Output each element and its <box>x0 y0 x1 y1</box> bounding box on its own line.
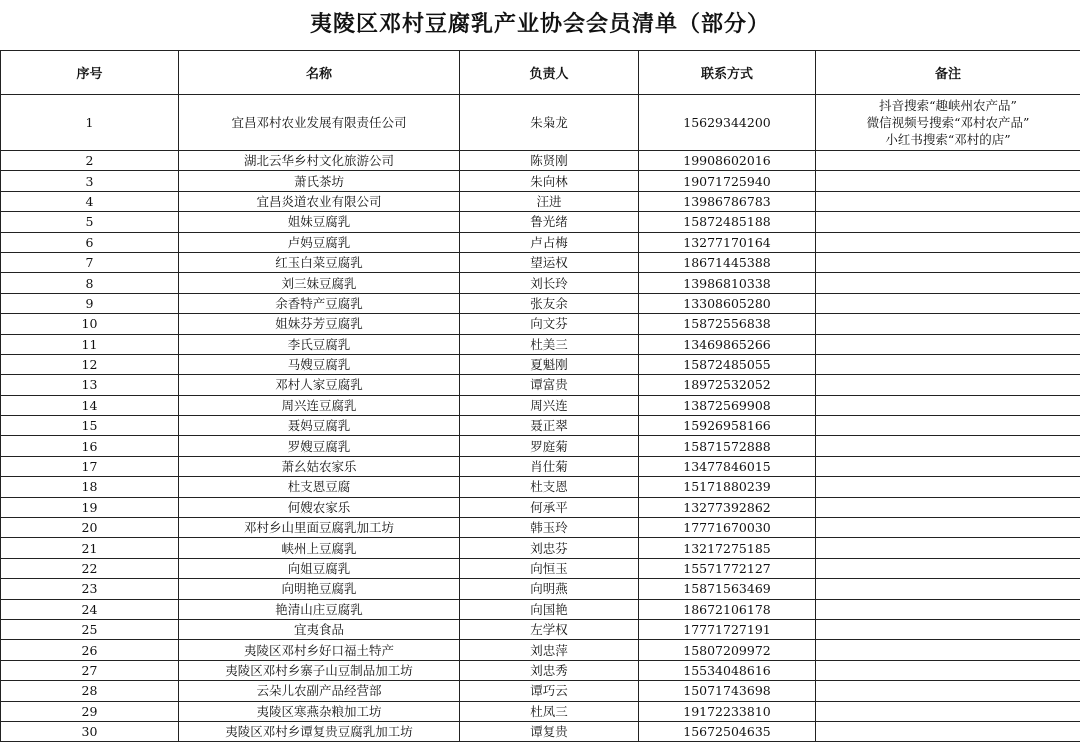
cell-phone: 15534048616 <box>639 660 816 680</box>
table-row <box>1 395 1080 415</box>
cell-phone: 15807209972 <box>639 640 816 660</box>
cell-person: 望运权 <box>460 252 639 272</box>
cell-name: 邓村乡山里面豆腐乳加工坊 <box>179 518 460 538</box>
cell-no: 23 <box>1 579 179 599</box>
cell-name: 杜支恩豆腐 <box>179 477 460 497</box>
cell-note <box>816 477 1080 497</box>
cell-name: 向姐豆腐乳 <box>179 558 460 578</box>
table-row <box>1 354 1080 374</box>
table-row <box>1 416 1080 436</box>
cell-note <box>816 681 1080 701</box>
cell-note <box>816 701 1080 721</box>
cell-no: 3 <box>1 171 179 191</box>
cell-note <box>816 538 1080 558</box>
table-body <box>1 95 1080 742</box>
cell-no: 17 <box>1 456 179 476</box>
note-line: 小红书搜索“邓村的店” <box>816 131 1080 148</box>
header-no: 序号 <box>1 51 179 95</box>
cell-phone: 19908602016 <box>639 151 816 171</box>
cell-no: 30 <box>1 721 179 741</box>
cell-name: 夷陵区邓村乡好口福土特产 <box>179 640 460 660</box>
header-note: 备注 <box>816 51 1080 95</box>
cell-name: 夷陵区寒燕杂粮加工坊 <box>179 701 460 721</box>
cell-phone: 17771727191 <box>639 619 816 639</box>
page-title: 夷陵区邓村豆腐乳产业协会会员清单（部分） <box>0 0 1080 50</box>
cell-no: 22 <box>1 558 179 578</box>
cell-no: 26 <box>1 640 179 660</box>
cell-no: 2 <box>1 151 179 171</box>
cell-phone: 15926958166 <box>639 416 816 436</box>
table-row <box>1 721 1080 741</box>
cell-name: 夷陵区邓村乡寨子山豆制品加工坊 <box>179 660 460 680</box>
table-row <box>1 232 1080 252</box>
cell-phone: 15872485055 <box>639 354 816 374</box>
cell-person: 卢占梅 <box>460 232 639 252</box>
header-person: 负责人 <box>460 51 639 95</box>
cell-phone: 15871563469 <box>639 579 816 599</box>
cell-name: 萧幺姑农家乐 <box>179 456 460 476</box>
cell-name: 罗嫂豆腐乳 <box>179 436 460 456</box>
cell-person: 刘忠芬 <box>460 538 639 558</box>
table-row <box>1 579 1080 599</box>
cell-note <box>816 252 1080 272</box>
cell-note <box>816 436 1080 456</box>
table-row <box>1 599 1080 619</box>
cell-name: 姐妹豆腐乳 <box>179 212 460 232</box>
cell-phone: 15872556838 <box>639 314 816 334</box>
cell-no: 8 <box>1 273 179 293</box>
table-row <box>1 456 1080 476</box>
cell-note <box>816 558 1080 578</box>
cell-no: 14 <box>1 395 179 415</box>
cell-name: 刘三妹豆腐乳 <box>179 273 460 293</box>
header-name: 名称 <box>179 51 460 95</box>
cell-note <box>816 334 1080 354</box>
cell-no: 9 <box>1 293 179 313</box>
cell-phone: 19071725940 <box>639 171 816 191</box>
cell-phone: 15629344200 <box>639 95 816 151</box>
table-row <box>1 252 1080 272</box>
table-row <box>1 477 1080 497</box>
cell-phone: 15171880239 <box>639 477 816 497</box>
cell-phone: 13277392862 <box>639 497 816 517</box>
cell-no: 19 <box>1 497 179 517</box>
cell-phone: 13277170164 <box>639 232 816 252</box>
cell-no: 1 <box>1 95 179 151</box>
cell-person: 肖仕菊 <box>460 456 639 476</box>
cell-person: 杜美三 <box>460 334 639 354</box>
cell-phone: 13469865266 <box>639 334 816 354</box>
cell-no: 13 <box>1 375 179 395</box>
cell-note <box>816 171 1080 191</box>
table-row <box>1 436 1080 456</box>
cell-person: 周兴连 <box>460 395 639 415</box>
cell-person: 夏魁刚 <box>460 354 639 374</box>
cell-note <box>816 660 1080 680</box>
cell-no: 7 <box>1 252 179 272</box>
table-row <box>1 212 1080 232</box>
cell-no: 4 <box>1 191 179 211</box>
cell-name: 卢妈豆腐乳 <box>179 232 460 252</box>
cell-no: 5 <box>1 212 179 232</box>
cell-note <box>816 191 1080 211</box>
cell-note <box>816 395 1080 415</box>
cell-name: 峡州上豆腐乳 <box>179 538 460 558</box>
cell-phone: 15871572888 <box>639 436 816 456</box>
cell-person: 谭复贵 <box>460 721 639 741</box>
table-header-row <box>1 51 1080 95</box>
cell-phone: 18972532052 <box>639 375 816 395</box>
cell-name: 宜昌炎道农业有限公司 <box>179 191 460 211</box>
cell-phone: 18672106178 <box>639 599 816 619</box>
table-row <box>1 497 1080 517</box>
cell-person: 刘忠萍 <box>460 640 639 660</box>
table-row <box>1 171 1080 191</box>
table-row <box>1 191 1080 211</box>
member-table <box>0 50 1080 742</box>
cell-no: 15 <box>1 416 179 436</box>
table-row <box>1 293 1080 313</box>
cell-person: 向恒玉 <box>460 558 639 578</box>
cell-name: 何嫂农家乐 <box>179 497 460 517</box>
cell-name: 红玉白菜豆腐乳 <box>179 252 460 272</box>
cell-person: 谭富贵 <box>460 375 639 395</box>
cell-note <box>816 599 1080 619</box>
cell-no: 27 <box>1 660 179 680</box>
table-row <box>1 334 1080 354</box>
cell-person: 向文芬 <box>460 314 639 334</box>
cell-note <box>816 416 1080 436</box>
table-row <box>1 375 1080 395</box>
table-row <box>1 151 1080 171</box>
cell-no: 28 <box>1 681 179 701</box>
table-row <box>1 95 1080 151</box>
cell-name: 萧氏茶坊 <box>179 171 460 191</box>
cell-note <box>816 95 1080 151</box>
cell-person: 汪进 <box>460 191 639 211</box>
cell-person: 刘忠秀 <box>460 660 639 680</box>
cell-name: 夷陵区邓村乡谭复贵豆腐乳加工坊 <box>179 721 460 741</box>
table-row <box>1 619 1080 639</box>
cell-no: 25 <box>1 619 179 639</box>
cell-person: 朱枭龙 <box>460 95 639 151</box>
cell-person: 左学权 <box>460 619 639 639</box>
cell-name: 周兴连豆腐乳 <box>179 395 460 415</box>
cell-person: 杜支恩 <box>460 477 639 497</box>
table-row <box>1 660 1080 680</box>
header-phone: 联系方式 <box>639 51 816 95</box>
cell-phone: 13986810338 <box>639 273 816 293</box>
cell-phone: 18671445388 <box>639 252 816 272</box>
cell-person: 朱向林 <box>460 171 639 191</box>
cell-person: 聂正翠 <box>460 416 639 436</box>
cell-name: 宜夷食品 <box>179 619 460 639</box>
cell-name: 艳清山庄豆腐乳 <box>179 599 460 619</box>
cell-note <box>816 619 1080 639</box>
cell-phone: 13217275185 <box>639 538 816 558</box>
cell-name: 聂妈豆腐乳 <box>179 416 460 436</box>
cell-note <box>816 293 1080 313</box>
cell-no: 10 <box>1 314 179 334</box>
cell-person: 韩玉玲 <box>460 518 639 538</box>
cell-name: 李氏豆腐乳 <box>179 334 460 354</box>
cell-note <box>816 456 1080 476</box>
cell-phone: 15672504635 <box>639 721 816 741</box>
cell-person: 杜凤三 <box>460 701 639 721</box>
cell-name: 余香特产豆腐乳 <box>179 293 460 313</box>
cell-phone: 13477846015 <box>639 456 816 476</box>
table-row <box>1 681 1080 701</box>
cell-person: 罗庭菊 <box>460 436 639 456</box>
cell-person: 向明燕 <box>460 579 639 599</box>
table-row <box>1 314 1080 334</box>
table-row <box>1 640 1080 660</box>
cell-person: 何承平 <box>460 497 639 517</box>
cell-note <box>816 640 1080 660</box>
cell-phone: 19172233810 <box>639 701 816 721</box>
cell-phone: 15872485188 <box>639 212 816 232</box>
cell-note <box>816 375 1080 395</box>
cell-name: 马嫂豆腐乳 <box>179 354 460 374</box>
cell-phone: 13986786783 <box>639 191 816 211</box>
cell-no: 20 <box>1 518 179 538</box>
cell-note <box>816 232 1080 252</box>
cell-person: 谭巧云 <box>460 681 639 701</box>
cell-phone: 15071743698 <box>639 681 816 701</box>
cell-note <box>816 273 1080 293</box>
table-row <box>1 701 1080 721</box>
cell-person: 张友余 <box>460 293 639 313</box>
cell-note <box>816 354 1080 374</box>
cell-phone: 15571772127 <box>639 558 816 578</box>
cell-note <box>816 314 1080 334</box>
cell-name: 向明艳豆腐乳 <box>179 579 460 599</box>
cell-no: 16 <box>1 436 179 456</box>
cell-note <box>816 518 1080 538</box>
cell-no: 18 <box>1 477 179 497</box>
note-line: 抖音搜索“趣峡州农产品” <box>816 97 1080 114</box>
table-row <box>1 558 1080 578</box>
cell-person: 向国艳 <box>460 599 639 619</box>
cell-phone: 13308605280 <box>639 293 816 313</box>
cell-name: 湖北云华乡村文化旅游公司 <box>179 151 460 171</box>
table-row <box>1 273 1080 293</box>
cell-no: 24 <box>1 599 179 619</box>
cell-no: 11 <box>1 334 179 354</box>
cell-note <box>816 497 1080 517</box>
cell-name: 邓村人家豆腐乳 <box>179 375 460 395</box>
cell-name: 姐妹芬芳豆腐乳 <box>179 314 460 334</box>
cell-person: 刘长玲 <box>460 273 639 293</box>
cell-note <box>816 212 1080 232</box>
cell-person: 陈贤刚 <box>460 151 639 171</box>
cell-no: 21 <box>1 538 179 558</box>
cell-phone: 17771670030 <box>639 518 816 538</box>
cell-name: 宜昌邓村农业发展有限责任公司 <box>179 95 460 151</box>
cell-no: 29 <box>1 701 179 721</box>
table-row <box>1 538 1080 558</box>
note-line: 微信视频号搜索“邓村农产品” <box>816 114 1080 131</box>
cell-note <box>816 151 1080 171</box>
table-row <box>1 518 1080 538</box>
cell-phone: 13872569908 <box>639 395 816 415</box>
cell-person: 鲁光绪 <box>460 212 639 232</box>
cell-note <box>816 579 1080 599</box>
cell-no: 6 <box>1 232 179 252</box>
cell-no: 12 <box>1 354 179 374</box>
cell-name: 云朵儿农副产品经营部 <box>179 681 460 701</box>
cell-note <box>816 721 1080 741</box>
